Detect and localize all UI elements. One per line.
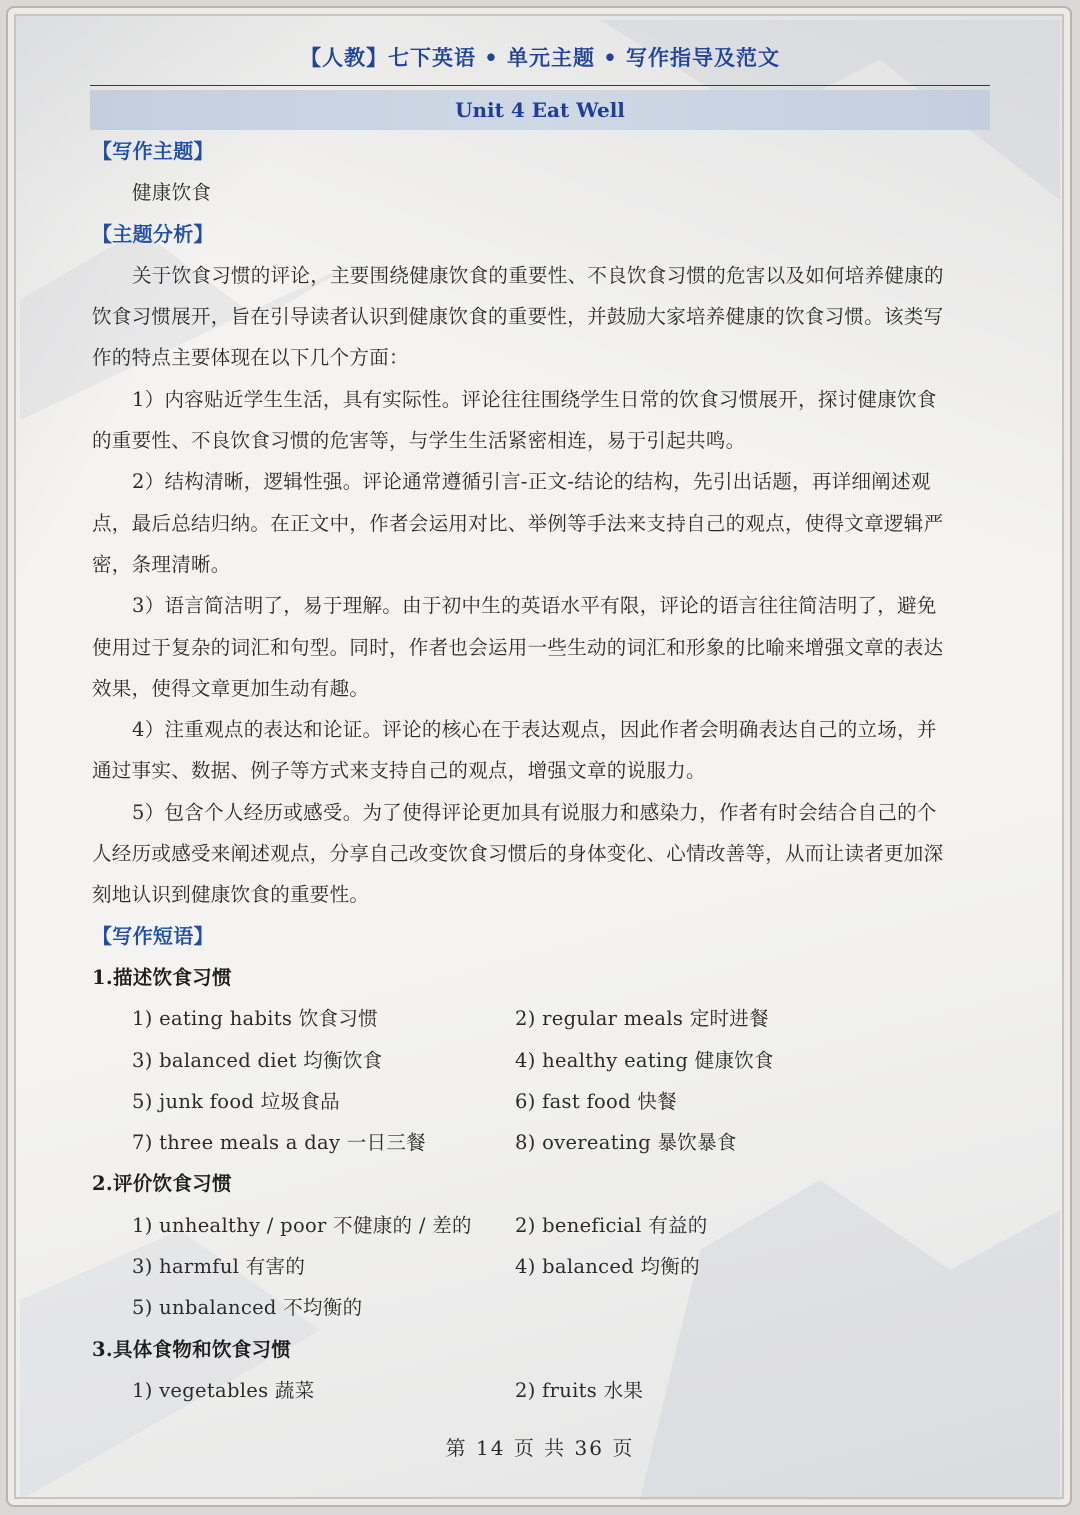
phrase-item: 2) beneficial 有益的: [515, 1213, 708, 1237]
phrase-item: 5) unbalanced 不均衡的: [132, 1296, 363, 1320]
phrase-item: 4) balanced 均衡的: [515, 1255, 700, 1279]
analysis-line: 人经历或感受来阐述观点，分享自己改变饮食习惯后的身体变化、心情改善等，从而让读者更加深: [92, 842, 944, 866]
phrase-item: 2) fruits 水果: [515, 1378, 644, 1402]
analysis-line: 密，条理清晰。: [92, 552, 231, 576]
phrase-row: [92, 1205, 990, 1246]
analysis-line: 1）内容贴近学生生活，具有实际性。评论往往围绕学生日常的饮食习惯展开，探讨健康饮食: [132, 387, 937, 411]
header-divider: [90, 85, 990, 86]
unit-title-banner: Unit 4 Eat Well: [90, 90, 990, 130]
analysis-line: 关于饮食习惯的评论，主要围绕健康饮食的重要性、不良饮食习惯的危害以及如何培养健康的: [132, 263, 944, 287]
phrase-row: [92, 998, 990, 1039]
page-number-footer: 第 14 页 共 36 页: [445, 1436, 635, 1460]
phrase-item: 1) unhealthy / poor 不健康的 / 差的: [132, 1213, 472, 1237]
document-header-title: 【人教】七下英语 • 单元主题 • 写作指导及范文: [299, 45, 781, 70]
analysis-line: 使用过于复杂的词汇和句型。同时，作者也会运用一些生动的词汇和形象的比喻来增强文章的表达: [92, 635, 944, 659]
phrase-item: 3) harmful 有害的: [132, 1255, 306, 1279]
phrase-item: 8) overeating 暴饮暴食: [515, 1131, 737, 1155]
phrase-item: 5) junk food 垃圾食品: [132, 1089, 340, 1113]
analysis-line: 的重要性、不良饮食习惯的危害等，与学生生活紧密相连，易于引起共鸣。: [92, 429, 746, 453]
analysis-line: 效果，使得文章更加生动有趣。: [92, 676, 370, 700]
phrase-item: 3) balanced diet 均衡饮食: [132, 1048, 383, 1072]
analysis-line: 作的特点主要体现在以下几个方面：: [92, 346, 409, 370]
analysis-line: 通过事实、数据、例子等方式来支持自己的观点，增强文章的说服力。: [92, 759, 706, 783]
section-heading-topic: 【写作主题】: [92, 139, 214, 163]
document-body: [92, 131, 990, 1411]
section-heading-analysis: 【主题分析】: [92, 221, 214, 246]
section-heading-phrases: 【写作短语】: [92, 923, 214, 948]
phrase-item: 4) healthy eating 健康饮食: [515, 1048, 774, 1072]
phrase-row: [92, 1287, 990, 1328]
analysis-line: 2）结构清晰，逻辑性强。评论通常遵循引言-正文-结论的结构，先引出话题，再详细阐述观: [132, 470, 931, 494]
analysis-line: 3）语言简洁明了，易于理解。由于初中生的英语水平有限，评论的语言往往简洁明了，避免: [132, 594, 937, 618]
phrase-row: [92, 1040, 990, 1081]
phrase-item: 6) fast food 快餐: [515, 1089, 677, 1113]
phrase-row: [92, 1370, 990, 1411]
phrase-row: [92, 1081, 990, 1122]
analysis-line: 刻地认识到健康饮食的重要性。: [92, 883, 370, 907]
analysis-line: 4）注重观点的表达和论证。评论的核心在于表达观点，因此作者会明确表达自己的立场，并: [132, 718, 937, 742]
phrase-item: 1) eating habits 饮食习惯: [132, 1007, 378, 1031]
phrase-group-title: 1.描述饮食习惯: [92, 965, 232, 989]
analysis-line: 饮食习惯展开，旨在引导读者认识到健康饮食的重要性，并鼓励大家培养健康的饮食习惯。该类写: [92, 305, 944, 329]
analysis-line: 点，最后总结归纳。在正文中，作者会运用对比、举例等手法来支持自己的观点，使得文章逻辑严: [92, 511, 944, 535]
phrase-item: 2) regular meals 定时进餐: [515, 1007, 769, 1031]
topic-text: 健康饮食: [132, 181, 212, 205]
analysis-line: 5）包含个人经历或感受。为了使得评论更加具有说服力和感染力，作者有时会结合自己的个: [132, 800, 937, 824]
phrase-item: 1) vegetables 蔬菜: [132, 1378, 315, 1402]
phrase-row: [92, 1246, 990, 1287]
phrase-group-title: 3.具体食物和饮食习惯: [92, 1337, 292, 1361]
phrase-item: 7) three meals a day 一日三餐: [132, 1131, 426, 1155]
phrase-group-title: 2.评价饮食习惯: [92, 1172, 232, 1196]
phrase-row: [92, 1122, 990, 1163]
